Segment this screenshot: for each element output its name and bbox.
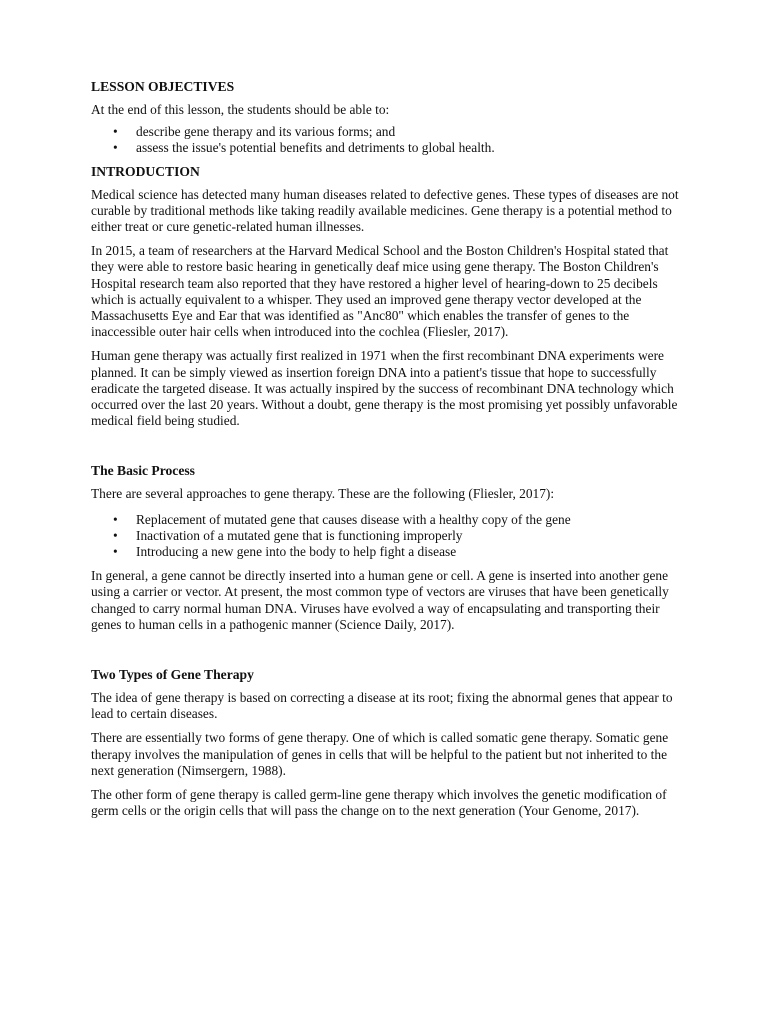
bullet: • <box>113 124 118 140</box>
intro-paragraph-2: In 2015, a team of researchers at the Harvard Medical School and the Boston Children's Hospital stated that they were able to restore basic hearing in genetically deaf mice using gene therapy. The Boston Children's Hospital research team also reported that they have restored a higher level of hearing-down to 25 decibels which is actually equivalent to a whisper. They used an improved gene therapy vector developed at the Massachusetts Eye and Ear that was identified as "Anc80" which enables the transfer of genes to the inaccessible outer hair cells when introduced into the cochlea (Fliesler, 2017). <box>91 243 669 340</box>
introduction-heading: INTRODUCTION <box>91 163 200 179</box>
intro-paragraph-3: Human gene therapy was actually first realized in 1971 when the first recombinant DNA experiments were planned. It can be simply viewed as insertion foreign DNA into a patient's tissue that hope to successfully eradicate the targeted disease. It was actually inspired by the success of recombinant DNA technology which occurred over the last 20 years. Without a doubt, gene therapy is the most promising yet possibly unfavorable medical field being studied. <box>91 348 678 429</box>
approaches-list <box>91 512 683 561</box>
bullet: • <box>113 511 118 527</box>
list-item: • Replacement of mutated gene that causes disease with a healthy copy of the gene <box>113 511 571 527</box>
list-item: • describe gene therapy and its various forms; and <box>113 124 396 140</box>
intro-paragraph-1: Medical science has detected many human diseases related to defective genes. These types of diseases are not curable by traditional methods like taking readily available medicines. Gene therapy is a potential method to either treat or cure genetic-related human illnesses. <box>91 186 679 235</box>
objectives-list <box>91 124 683 156</box>
basic-process-intro: There are several approaches to gene therapy. These are the following (Fliesler, 2017): <box>91 486 555 502</box>
bullet: • <box>113 140 118 156</box>
two-types-paragraph-1: The idea of gene therapy is based on correcting a disease at its root; fixing the abnormal genes that appear to lead to certain diseases. <box>91 690 673 722</box>
two-types-paragraph-2: There are essentially two forms of gene therapy. One of which is called somatic gene therapy. Somatic gene therapy involves the manipulation of genes in cells that will be helpful to the patient but not inherited to the next generation (Nimsergern, 1988). <box>91 730 669 778</box>
document-page <box>91 78 683 820</box>
bullet: • <box>113 544 118 560</box>
list-item: • Inactivation of a mutated gene that is functioning improperly <box>113 527 463 543</box>
list-item: • Introducing a new gene into the body to help fight a disease <box>113 544 457 560</box>
lesson-objectives-heading: LESSON OBJECTIVES <box>91 79 235 94</box>
two-types-paragraph-3: The other form of gene therapy is called germ-line gene therapy which involves the genetic modification of germ cells or the origin cells that will pass the change on to the next generation (Your Genome, 2017). <box>91 787 667 819</box>
basic-process-paragraph: In general, a gene cannot be directly inserted into a human gene or cell. A gene is inserted into another gene using a carrier or vector. At present, the most common type of vectors are viruses that have been genetically changed to carry normal human DNA. Viruses have evolved a way of encapsulating and transporting their genes to human cells in a pathogenic manner (Science Daily, 2017). <box>91 568 669 632</box>
bullet: • <box>113 527 118 543</box>
objectives-intro: At the end of this lesson, the students should be able to: <box>91 102 390 117</box>
list-item: • assess the issue's potential benefits and detriments to global health. <box>113 140 495 156</box>
two-types-heading: Two Types of Gene Therapy <box>91 667 254 683</box>
basic-process-heading: The Basic Process <box>91 463 195 479</box>
